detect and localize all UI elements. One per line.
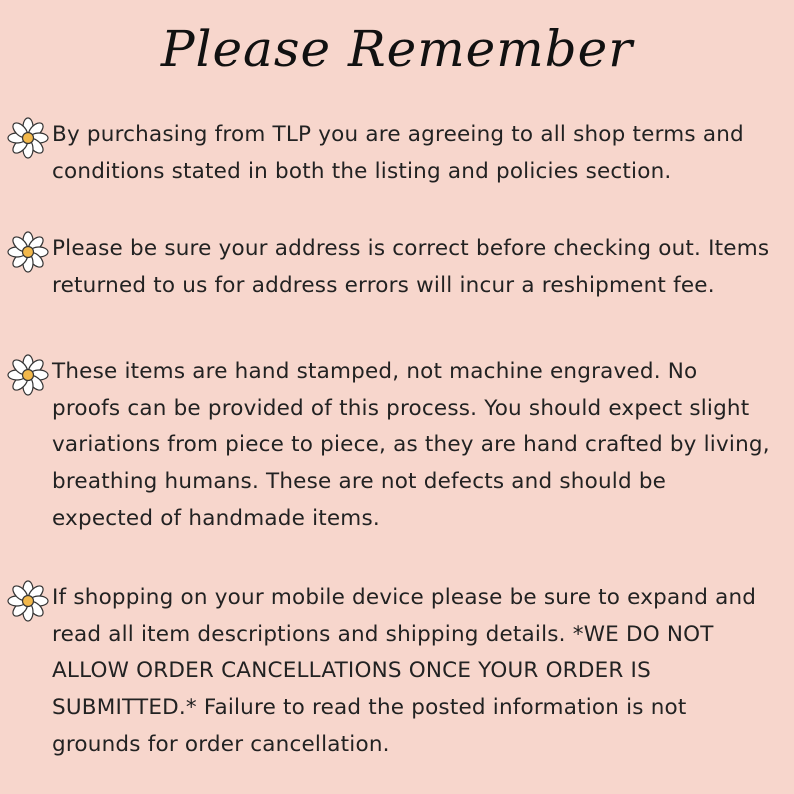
daisy-icon [6, 579, 50, 623]
notice-item [52, 231, 772, 304]
notice-item [52, 354, 772, 538]
notice-item [52, 117, 772, 190]
daisy-icon [6, 116, 50, 160]
notice-text: By purchasing from TLP you are agreeing to all shop terms and conditions stated in both the listing and policies section. [52, 122, 744, 184]
notice-text: If shopping on your mobile device please be sure to expand and read all item descriptions and shipping details. *WE DO NOT ALLOW ORDER CANCELLATIONS ONCE YOUR ORDER IS SUBMITTED.* Failure to read the posted information is not grounds for order cancellation. [52, 585, 757, 757]
notice-text: Please be sure your address is correct before checking out. Items returned to us for address errors will incur a reshipment fee. [52, 236, 770, 298]
notice-item [52, 580, 772, 764]
notice-text: These items are hand stamped, not machine engraved. No proofs can be provided of this process. You should expect slight variations from piece to piece, as they are hand crafted by living, breathing humans. These are not defects and should be expected of handmade items. [52, 359, 770, 531]
daisy-icon [6, 353, 50, 397]
page-title: Please Remember [160, 20, 634, 78]
daisy-icon [6, 230, 50, 274]
